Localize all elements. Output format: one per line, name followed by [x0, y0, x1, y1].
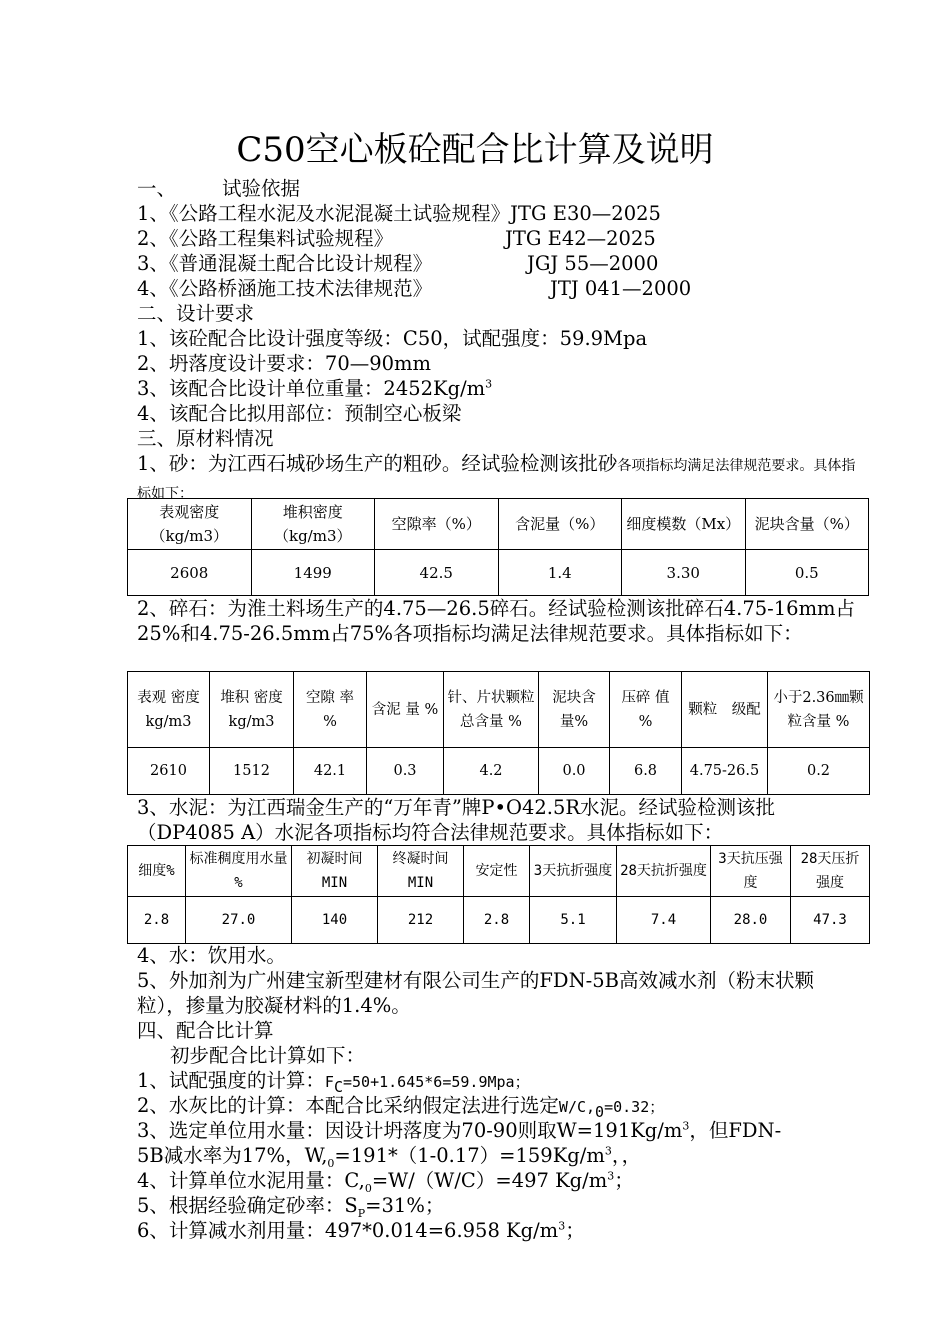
usage-location: 4、该配合比拟用部位：预制空心板梁 — [137, 402, 462, 425]
reference-3 — [137, 251, 859, 276]
table-header-cell: 初凝时间MIN — [292, 846, 378, 897]
calc-5 — [137, 1193, 859, 1218]
table-header-cell: 泥块含量% — [539, 672, 610, 748]
cement-intro: 3、水泥：为江西瑞金生产的“万年青”牌P•O42.5R水泥。经试验检测该批（DP4085 A）水泥各项指标均符合法律规范要求。具体指标如下： — [137, 796, 776, 844]
table-header-cell: 含泥量（%） — [498, 499, 622, 550]
table-cell: 5.1 — [530, 897, 617, 944]
calc-2 — [137, 1093, 859, 1120]
calc-5-sub: P — [357, 1206, 366, 1220]
table-header-cell: 空隙 率 % — [294, 672, 367, 748]
table-cell: 1512 — [210, 748, 294, 795]
unit-weight-sup: 3 — [485, 377, 493, 391]
reference-3-code: JGJ 55—2000 — [527, 252, 659, 275]
table-cell: 0.5 — [745, 550, 869, 596]
design-strength: 1、该砼配合比设计强度等级：C50，试配强度：59.9Mpa — [137, 327, 648, 350]
slump-requirement: 2、坍落度设计要求：70—90mm — [137, 352, 432, 375]
calc-4-text: 4、计算单位水泥用量：C, — [137, 1169, 365, 1192]
reference-1: 1、《公路工程水泥及水泥混凝土试验规程》JTG E30—2025 — [137, 202, 661, 225]
table-cell: 2.8 — [128, 897, 186, 944]
section-4-heading: 四、配合比计算 — [137, 1019, 274, 1042]
table-cell: 0.3 — [367, 748, 444, 795]
calc-4 — [137, 1168, 859, 1193]
table-cell: 212 — [378, 897, 464, 944]
table-header-cell: 空隙率（%） — [375, 499, 499, 550]
calc-3-text: 3、选定单位用水量：因设计坍落度为70-90则取W=191Kg/m — [137, 1119, 683, 1142]
calc-5-value: =31%； — [365, 1194, 445, 1217]
unit-weight-text: 3、该配合比设计单位重量：2452Kg/m — [137, 377, 486, 400]
reference-2 — [137, 226, 859, 251]
table-header-cell: 表观密度（kg/m3） — [128, 499, 252, 550]
table-cell: 0.2 — [768, 748, 870, 795]
reference-3-title: 3、《普通混凝土配合比设计规程》 — [137, 252, 433, 275]
section-3-heading: 三、原材料情况 — [137, 427, 274, 450]
reference-2-code: JTG E42—2025 — [505, 227, 656, 250]
document-title: C50空心板砼配合比计算及说明 — [236, 130, 714, 170]
calc-1-symbol: F — [324, 1073, 334, 1091]
calc-6-sup: 3 — [558, 1219, 566, 1233]
calc-3-line-2 — [137, 1143, 859, 1168]
sand-intro-small: 各项指标均满足法律规范要求。具体指标如下： — [137, 458, 856, 502]
table-cell: 42.1 — [294, 748, 367, 795]
stone-intro: 2、碎石：为淮土料场生产的4.75—26.5碎石。经试验检测该批碎石4.75-16mm占25%和4.75-26.5mm占75%各项指标均满足法律规范要求。具体指标如下： — [137, 597, 856, 645]
table-header-cell: 安定性 — [464, 846, 530, 897]
calc-3b-end: ，， — [611, 1144, 642, 1167]
calc-2-label: 2、水灰比的计算：本配合比采纳假定法进行选定 — [137, 1094, 559, 1117]
table-header-cell: 堆积 密度 kg/m3 — [210, 672, 294, 748]
stone-table-header-row — [128, 672, 870, 748]
table-cell: 3.30 — [622, 550, 746, 596]
table-header-cell: 28天压折强度 — [791, 846, 870, 897]
calc-1 — [137, 1068, 859, 1095]
table-header-cell: 表观 密度 kg/m3 — [128, 672, 210, 748]
section-1-heading — [137, 176, 859, 201]
table-cell: 1.4 — [498, 550, 622, 596]
calc-3-end: ，但FDN- — [689, 1119, 782, 1142]
table-cell: 2610 — [128, 748, 210, 795]
calc-4-sup: 3 — [607, 1169, 615, 1183]
table-cell: 47.3 — [791, 897, 870, 944]
calc-2-sub: 0 — [595, 1102, 605, 1121]
calc-4-end: ； — [614, 1169, 634, 1192]
section-2-heading: 二、设计要求 — [137, 302, 255, 325]
calc-3-line-1 — [137, 1118, 859, 1143]
calc-3b-sup: 3 — [604, 1144, 612, 1158]
table-header-cell: 颗粒 级配 — [682, 672, 768, 748]
table-cell: 4.75-26.5 — [682, 748, 768, 795]
calc-3b-value: =191*（1-0.17）=159Kg/m — [334, 1144, 605, 1167]
sand-table-value-row — [128, 550, 869, 596]
reference-4-code: JTJ 041—2000 — [550, 277, 692, 300]
table-header-cell: 小于2.36㎜颗粒含量 % — [768, 672, 870, 748]
table-header-cell: 28天抗折强度 — [617, 846, 711, 897]
water-info: 4、水：饮用水。 — [137, 944, 286, 967]
unit-weight — [137, 376, 859, 401]
section-1-number: 一、 — [137, 177, 177, 200]
table-header-cell: 堆积密度（kg/m3） — [251, 499, 375, 550]
calc-2-value: =0.32； — [604, 1098, 665, 1116]
section-1-title: 试验依据 — [222, 177, 301, 200]
reference-4-title: 4、《公路桥涵施工技术法律规范》 — [137, 277, 433, 300]
table-header-cell: 3天抗折强度 — [530, 846, 617, 897]
calc-4-value: =W/（W/C）=497 Kg/m — [371, 1169, 608, 1192]
table-cell: 6.8 — [610, 748, 682, 795]
calc-3b-sub: 0 — [327, 1156, 335, 1170]
table-cell: 4.2 — [444, 748, 539, 795]
table-header-cell: 针、片状颗粒总含量 % — [444, 672, 539, 748]
cement-table-header-row — [128, 846, 870, 897]
calc-1-value: =50+1.645*6=59.9Mpa； — [342, 1073, 530, 1091]
table-cell: 140 — [292, 897, 378, 944]
calc-4-sub: 0 — [364, 1181, 372, 1195]
calc-5-text: 5、根据经验确定砂率：S — [137, 1194, 358, 1217]
table-cell: 7.4 — [617, 897, 711, 944]
calc-6-end: ； — [565, 1219, 585, 1242]
table-cell: 2608 — [128, 550, 252, 596]
table-cell: 27.0 — [186, 897, 292, 944]
calc-3-sup: 3 — [682, 1119, 690, 1133]
table-header-cell: 细度% — [128, 846, 186, 897]
calc-2-symbol: W/C, — [558, 1098, 596, 1116]
table-cell: 28.0 — [711, 897, 791, 944]
reference-2-title: 2、《公路工程集料试验规程》 — [137, 227, 394, 250]
table-header-cell: 终凝时间MIN — [378, 846, 464, 897]
calc-6 — [137, 1218, 859, 1243]
cement-table-value-row — [128, 897, 870, 944]
calc-3b-text: 5B减水率为17%，W, — [137, 1144, 328, 1167]
table-cell: 42.5 — [375, 550, 499, 596]
reference-4 — [137, 276, 859, 301]
table-cell: 2.8 — [464, 897, 530, 944]
table-header-cell: 细度模数（Mx） — [622, 499, 746, 550]
cement-table — [127, 845, 870, 944]
sand-table — [127, 498, 869, 596]
admixture-info: 5、外加剂为广州建宝新型建材有限公司生产的FDN-5B高效减水剂（粉末状颗粒），掺量为胶凝材料的1.4%。 — [137, 969, 814, 1017]
stone-table — [127, 671, 870, 795]
table-header-cell: 泥块含量（%） — [745, 499, 869, 550]
calc-intro: 初步配合比计算如下： — [170, 1044, 366, 1067]
table-cell: 0.0 — [539, 748, 610, 795]
sand-table-header-row — [128, 499, 869, 550]
calc-1-sub: C — [333, 1077, 343, 1096]
stone-table-value-row — [128, 748, 870, 795]
calc-6-text: 6、计算减水剂用量：497*0.014=6.958 Kg/m — [137, 1219, 559, 1242]
table-header-cell: 标准稠度用水量 % — [186, 846, 292, 897]
sand-intro-text: 1、砂：为江西石城砂场生产的粗砂。经试验检测该批砂 — [137, 452, 618, 475]
calc-1-label: 1、试配强度的计算： — [137, 1069, 325, 1092]
table-header-cell: 3天抗压强度 — [711, 846, 791, 897]
table-cell: 1499 — [251, 550, 375, 596]
table-header-cell: 含泥 量 % — [367, 672, 444, 748]
table-header-cell: 压碎 值 % — [610, 672, 682, 748]
